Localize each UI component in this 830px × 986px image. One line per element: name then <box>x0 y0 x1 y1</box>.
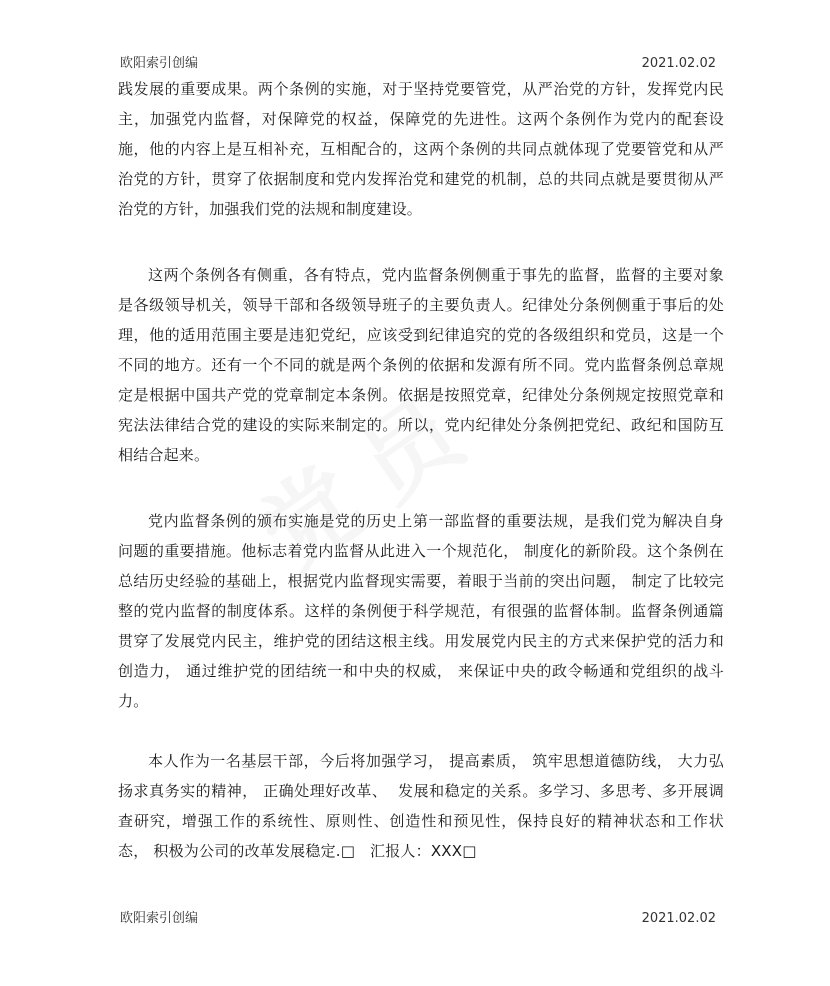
footer-date: 2021.02.02 <box>641 911 716 926</box>
paragraph-4: 本人作为一名基层干部，今后将加强学习， 提高素质， 筑牢思想道德防线， 大力弘扬求真务实的精神， 正确处理好改革、 发展和稳定的关系。多学习、多思考、多开展调查研究，增强工作的系统性、原则性、创造性和预见性，保持良好的精神状态和工作状态， 积极为公司的改革发展稳定.□ 汇报人：XXX□ <box>118 752 724 860</box>
header-date: 2021.02.02 <box>641 56 716 71</box>
page-footer <box>120 907 716 926</box>
footer-author: 欧阳索引创编 <box>120 911 199 926</box>
paragraph-1: 践发展的重要成果。两个条例的实施，对于坚持党要管党，从严治党的方针，发挥党内民主，加强党内监督，对保障党的权益，保障党的先进性。这两个条例作为党内的配套设施，他的内容上是互相补充，互相配合的，这两个条例的共同点就体现了党要管党和从严治党的方针，贯穿了依据制度和党内发挥治党和建党的机制，总的共同点就是要贯彻从严治党的方针，加强我们党的法规和制度建设。 <box>118 80 724 218</box>
paragraph-spacer <box>118 224 724 260</box>
header-author: 欧阳索引创编 <box>120 56 199 71</box>
paragraph-3: 党内监督条例的颁布实施是党的历史上第一部监督的重要法规，是我们党为解决自身问题的重要措施。他标志着党内监督从此进入一个规范化， 制度化的新阶段。这个条例在总结历史经验的基础上，根据党内监督现实需要，着眼于当前的突出问题， 制定了比较完整的党内监督的制度体系。这样的条例便于科学规范，有很强的监督体制。监督条例通篇贯穿了发展党内民主，维护党的团结这根主线。用发展党内民主的方式来保护党的活力和创造力， 通过维护党的团结统一和中央的权威， 来保证中央的政令畅通和党组织的战斗力。 <box>118 512 724 710</box>
page-header <box>120 52 716 71</box>
paragraph-2: 这两个条例各有侧重，各有特点，党内监督条例侧重于事先的监督，监督的主要对象是各级领导机关，领导干部和各级领导班子的主要负责人。纪律处分条例侧重于事后的处理，他的适用范围主要是违犯党纪，应该受到纪律追究的党的各级组织和党员，这是一个不同的地方。还有一个不同的就是两个条例的依据和发源有所不同。党内监督条例总章规定是根据中国共产党的党章制定本条例。依据是按照党章，纪律处分条例规定按照党章和宪法法律结合党的建设的实际来制定的。所以，党内纪律处分条例把党纪、政纪和国防互相结合起来。 <box>118 266 724 464</box>
paragraph-spacer <box>118 470 724 506</box>
document-body <box>118 74 724 866</box>
paragraph-spacer <box>118 716 724 746</box>
